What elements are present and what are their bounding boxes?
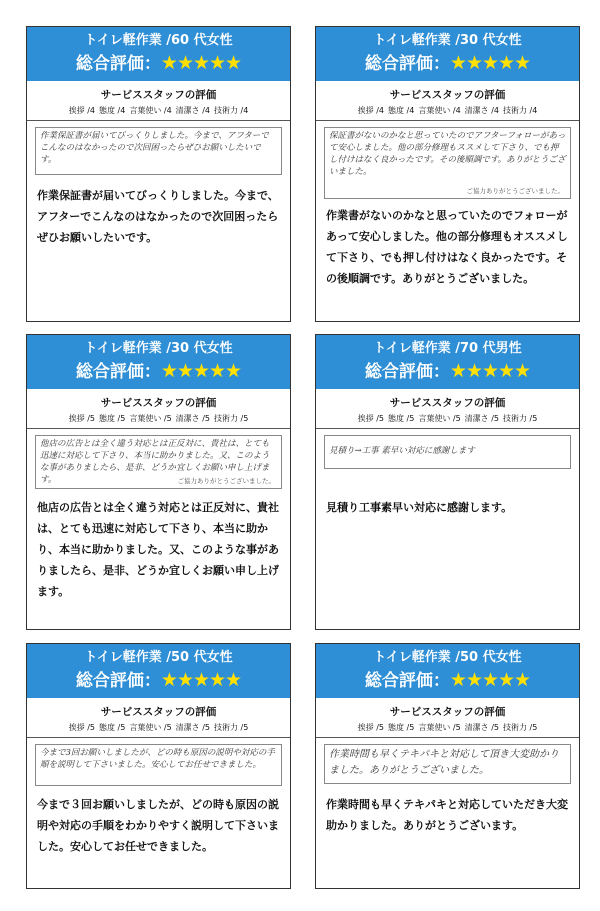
- handwritten-card: [35, 435, 282, 489]
- handwritten-card: [35, 744, 282, 786]
- score-language: 言葉使い /4: [129, 106, 172, 115]
- review-card: [26, 26, 291, 322]
- overall-label: 総合評価：: [364, 54, 450, 74]
- review-comment: 今まで３回お願いしましたが、どの時も原因の説明や対応の手順をわかりやすく説明して下さいました。安心してお任せできました。: [37, 798, 279, 853]
- score-cleanliness: 清潔さ /4: [175, 106, 210, 115]
- score-row: [316, 413, 579, 424]
- divider: [27, 737, 290, 738]
- review-card: [315, 26, 580, 322]
- review-title: トイレ軽作業 /70 代男性: [373, 341, 522, 356]
- divider: [27, 120, 290, 121]
- staff-eval-title: サービススタッフの評価: [100, 397, 217, 409]
- score-skill: 技術力 /4: [213, 106, 249, 115]
- score-language: 言葉使い /5: [129, 414, 172, 423]
- review-title: トイレ軽作業 /50 代女性: [84, 650, 233, 665]
- review-comment: 作業書がないのかなと思っていたのでフォローがあって安心しました。他の部分修理もオススメして下さり、でも押し付けはなく良かったです。その後順調です。ありがとうございました。: [326, 209, 568, 285]
- score-cleanliness: 清潔さ /5: [175, 414, 210, 423]
- handwritten-note: ご協力ありがとうございました。: [466, 187, 564, 195]
- score-language: 言葉使い /5: [129, 723, 172, 732]
- score-language: 言葉使い /5: [418, 723, 461, 732]
- score-attitude: 態度 /4: [99, 106, 126, 115]
- score-cleanliness: 清潔さ /5: [464, 414, 499, 423]
- review-card: [315, 643, 580, 889]
- score-attitude: 態度 /5: [99, 414, 126, 423]
- overall-label: 総合評価：: [75, 671, 161, 691]
- divider: [27, 428, 290, 429]
- divider: [316, 428, 579, 429]
- review-title: トイレ軽作業 /30 代女性: [373, 33, 522, 48]
- review-header: [27, 644, 290, 698]
- staff-eval-title: サービススタッフの評価: [100, 89, 217, 101]
- review-comment: 作業時間も早くテキパキと対応していただき大変助かりました。ありがとうございます。: [326, 798, 568, 832]
- score-greeting: 挨拶 /5: [357, 414, 384, 423]
- handwritten-card: [324, 435, 571, 469]
- overall-label: 総合評価：: [364, 671, 450, 691]
- handwritten-text: 作業時間も早くテキパキと対応して頂き大変助かりました。ありがとうございました。: [329, 749, 559, 776]
- score-greeting: 挨拶 /5: [68, 414, 95, 423]
- review-title: トイレ軽作業 /50 代女性: [373, 650, 522, 665]
- score-row: [316, 722, 579, 733]
- score-cleanliness: 清潔さ /5: [175, 723, 210, 732]
- review-card: [315, 334, 580, 630]
- score-skill: 技術力 /4: [502, 106, 538, 115]
- score-language: 言葉使い /4: [418, 106, 461, 115]
- score-language: 言葉使い /5: [418, 414, 461, 423]
- score-attitude: 態度 /5: [388, 723, 415, 732]
- handwritten-text: 見積り→工事 素早い対応に感謝します: [329, 446, 475, 456]
- review-header: [27, 335, 290, 389]
- review-title: トイレ軽作業 /30 代女性: [84, 341, 233, 356]
- overall-rating: [316, 50, 579, 77]
- review-card: [26, 334, 291, 630]
- score-attitude: 態度 /4: [388, 106, 415, 115]
- review-header: [27, 27, 290, 81]
- overall-rating: [27, 358, 290, 385]
- review-comment: 作業保証書が届いてびっくりしました。今まで、アフターでこんなのはなかったので次回困ったらぜひお願いしたいです。: [37, 189, 279, 244]
- score-greeting: 挨拶 /4: [68, 106, 95, 115]
- overall-rating: [27, 667, 290, 694]
- overall-label: 総合評価：: [75, 54, 161, 74]
- divider: [316, 120, 579, 121]
- score-attitude: 態度 /5: [99, 723, 126, 732]
- score-attitude: 態度 /5: [388, 414, 415, 423]
- overall-label: 総合評価：: [364, 362, 450, 382]
- overall-label: 総合評価：: [75, 362, 161, 382]
- score-cleanliness: 清潔さ /5: [464, 723, 499, 732]
- score-greeting: 挨拶 /5: [357, 723, 384, 732]
- score-row: [27, 413, 290, 424]
- score-greeting: 挨拶 /4: [357, 106, 384, 115]
- staff-eval-title: サービススタッフの評価: [100, 706, 217, 718]
- review-title: トイレ軽作業 /60 代女性: [84, 33, 233, 48]
- score-greeting: 挨拶 /5: [68, 723, 95, 732]
- star-rating-icon: ★★★★★: [160, 360, 242, 382]
- score-skill: 技術力 /5: [502, 723, 538, 732]
- overall-rating: [316, 358, 579, 385]
- handwritten-card: [324, 127, 571, 199]
- review-header: [316, 644, 579, 698]
- score-skill: 技術力 /5: [502, 414, 538, 423]
- score-row: [27, 105, 290, 116]
- score-row: [27, 722, 290, 733]
- review-comment: 見積り工事素早い対応に感謝します。: [326, 501, 513, 514]
- overall-rating: [27, 50, 290, 77]
- handwritten-text: 作業保証書が届いてびっくりしました。今まで、アフターでこんなのはなかったので次回困ったらぜひお願いしたいです。: [40, 131, 269, 165]
- handwritten-card: [324, 744, 571, 784]
- staff-eval-title: サービススタッフの評価: [389, 89, 506, 101]
- star-rating-icon: ★★★★★: [449, 360, 531, 382]
- handwritten-note: ご協力ありがとうございました。: [177, 477, 275, 485]
- star-rating-icon: ★★★★★: [449, 52, 531, 74]
- overall-rating: [316, 667, 579, 694]
- star-rating-icon: ★★★★★: [160, 669, 242, 691]
- divider: [316, 737, 579, 738]
- score-cleanliness: 清潔さ /4: [464, 106, 499, 115]
- handwritten-card: [35, 127, 282, 175]
- staff-eval-title: サービススタッフの評価: [389, 397, 506, 409]
- review-comment: 他店の広告とは全く違う対応とは正反対に、貴社は、とても迅速に対応して下さり、本当に助かり、本当に助かりました。又、このような事がありましたら、是非、どうか宜しくお願い申し上げます。: [37, 501, 279, 598]
- staff-eval-title: サービススタッフの評価: [389, 706, 506, 718]
- handwritten-text: 他店の広告とは全く違う対応とは正反対に、貴社は、とても迅速に対応して下さり、本当に助かりました。又、このような事がありましたら、是非、どうか宜しくお願い申し上げます。: [40, 439, 270, 485]
- star-rating-icon: ★★★★★: [160, 52, 242, 74]
- review-header: [316, 335, 579, 389]
- score-skill: 技術力 /5: [213, 723, 249, 732]
- review-card: [26, 643, 291, 889]
- review-header: [316, 27, 579, 81]
- score-row: [316, 105, 579, 116]
- star-rating-icon: ★★★★★: [449, 669, 531, 691]
- handwritten-text: 今まで3回お願いしましたが、どの時も原因の説明や対応の手順を説明して下さいました。安心してお任せできました。: [40, 748, 275, 770]
- handwritten-text: 保証書がないのかなと思っていたのでアフターフォローがあって安心しました。他の部分修理もススメして下さり、でも押し付けはなく良かったです。その後順調です。ありがとうございました。: [329, 131, 566, 177]
- score-skill: 技術力 /5: [213, 414, 249, 423]
